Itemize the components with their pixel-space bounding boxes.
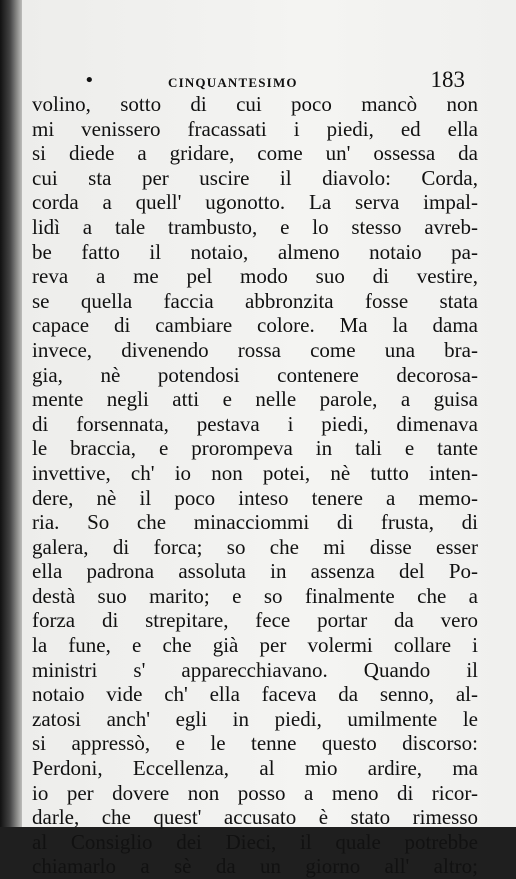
text-line: darle, che quest' accusato è stato rimesso [32,805,478,830]
text-line: be fatto il notaio, almeno notaio pa- [32,239,478,264]
text-line: forza di strepitare, fece portar da vero [32,608,478,633]
text-line: gia, nè potendosi contenere decorosa- [32,362,478,387]
text-line: mi venissero fracassati i piedi, ed ella [32,116,478,141]
text-line: volino, sotto di cui poco mancò non [32,92,478,116]
head-mark: • [84,70,95,91]
text-line: cui sta per uscire il diavolo: Corda, [32,165,478,190]
text-line: zatosi anch' egli in piedi, umilmente le [32,706,478,731]
text-line: al Consiglio dei Dieci, il quale potrebbe [32,829,478,854]
text-line: destà suo marito; e so finalmente che a [32,583,478,608]
text-line: lidì a tale trambusto, e lo stesso avreb- [32,214,478,239]
text-line: galera, di forca; so che mi disse esser [32,534,478,559]
text-line: di forsennata, pestava i piedi, dimenava [32,411,478,436]
text-line: mente negli atti e nelle parole, a guisa [32,387,478,412]
text-line: corda a quell' ugonotto. La serva impal- [32,190,478,215]
text-line: io per dovere non posso a meno di ricor- [32,780,478,805]
text-line: reva a me pel modo suo di vestire, [32,264,478,289]
text-line: ria. So che minacciommi di frusta, di [32,510,478,535]
text-line: si diede a gridare, come un' ossessa da [32,141,478,166]
text-line: dere, nè il poco inteso tenere a memo- [32,485,478,510]
text-line: si appressò, e le tenne questo discorso: [32,731,478,756]
text-line: chiamarlo a sè da un giorno all' altro; [32,854,478,879]
page-number: 183 [430,67,465,92]
chapter-title: CINQUANTESIMO [168,75,298,90]
text-line: se quella faccia abbronzita fosse stata [32,288,478,313]
text-line: ella padrona assoluta in assenza del Po- [32,559,478,584]
text-line: ministri s' apparecchiavano. Quando il [32,657,478,682]
text-line: invece, divenendo rossa come una bra- [32,337,478,362]
text-line: notaio vide ch' ella faceva da senno, al- [32,682,478,707]
text-line: le braccia, e prorompeva in tali e tante [32,436,478,461]
text-line: capace di cambiare colore. Ma la dama [32,313,478,338]
body-text [32,92,478,879]
text-line: Perdoni, Eccellenza, al mio ardire, ma [32,756,478,781]
text-line: la fune, e che già per volermi collare i [32,633,478,658]
text-line: invettive, ch' io non potei, nè tutto inten- [32,460,478,485]
book-gutter [0,0,22,827]
